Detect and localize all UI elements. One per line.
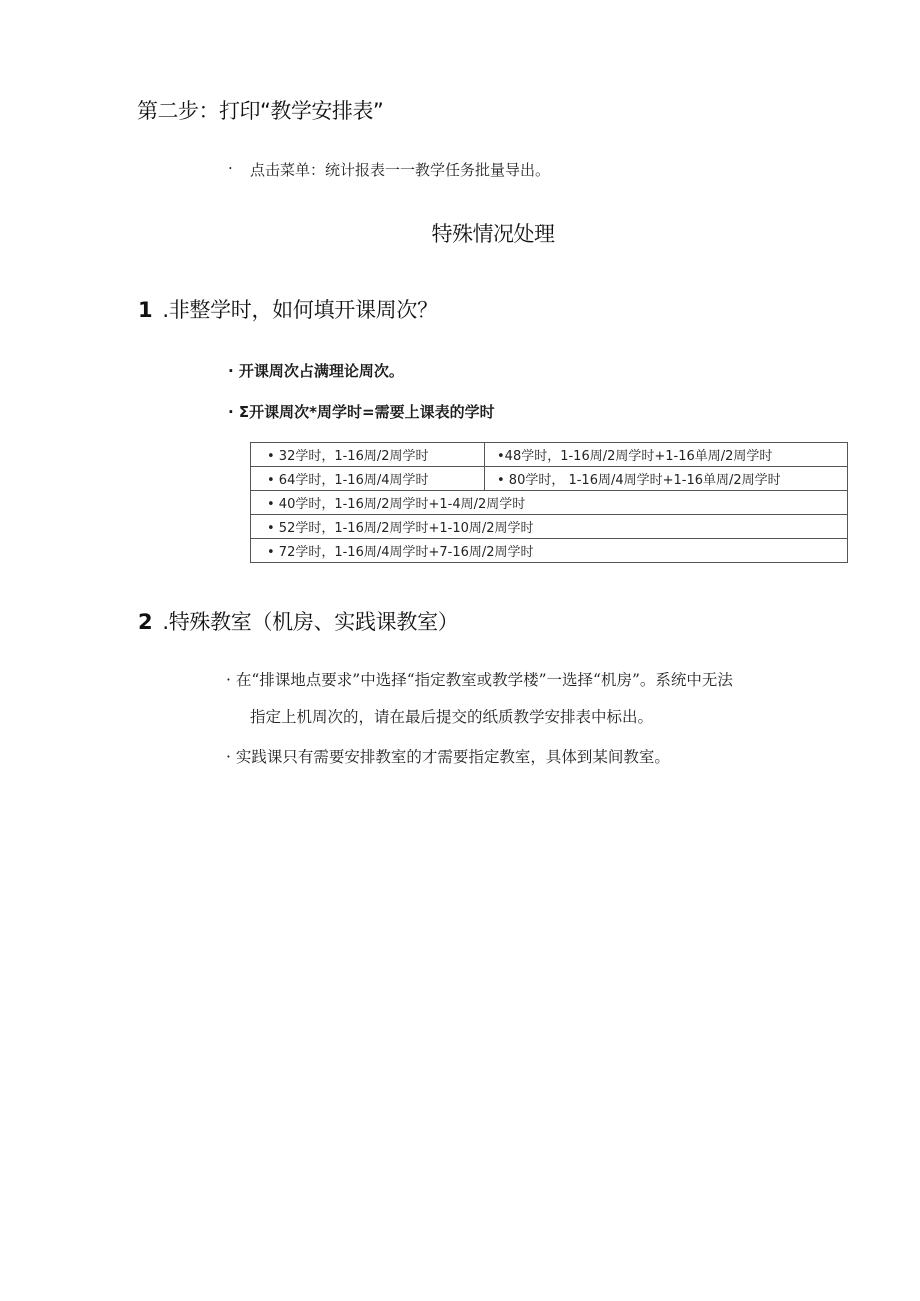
- table-row: [251, 491, 848, 515]
- question-heading-2: [138, 606, 459, 636]
- table-cell: • 72学时，1-16周/4周学时+7-16周/2周学时: [251, 539, 848, 563]
- hours-table: [250, 442, 848, 563]
- table-cell: • 64学时，1-16周/4周学时: [251, 467, 485, 491]
- table-cell: • 52学时，1-16周/2周学时+1-10周/2周学时: [251, 515, 848, 539]
- question-heading-1: [138, 294, 438, 324]
- table-cell: • 80学时， 1-16周/4周学时+1-16单周/2周学时: [485, 467, 848, 491]
- table-row: [251, 515, 848, 539]
- heading-number-2: 2: [138, 610, 153, 634]
- menu-bullet: ·: [228, 159, 233, 177]
- paragraph-1-line-1: · 在“排课地点要求”中选择“指定教室或教学楼”一选择“机房”。系统中无法: [226, 671, 733, 689]
- paragraph-1-line-2: 指定上机周次的，请在最后提交的纸质教学安排表中标出。: [250, 708, 654, 726]
- step-heading: 第二步：打印“教学安排表”: [137, 99, 384, 123]
- paragraph-2: · 实践课只有需要安排教室的才需要指定教室，具体到某间教室。: [226, 748, 670, 766]
- rule-item-2: · Σ开课周次*周学时=需要上课表的学时: [228, 403, 495, 421]
- table-row: [251, 539, 848, 563]
- heading-text-2: .特殊教室（机房、实践课教室）: [162, 610, 459, 634]
- heading-number-1: 1: [138, 298, 153, 322]
- table-row: [251, 443, 848, 467]
- rule-item-1: · 开课周次占满理论周次。: [228, 362, 404, 380]
- menu-instruction: 点击菜单：统计报表一一教学任务批量导出。: [250, 161, 551, 179]
- table-cell: • 32学时，1-16周/2周学时: [251, 443, 485, 467]
- table-cell: •48学时，1-16周/2周学时+1-16单周/2周学时: [485, 443, 848, 467]
- table-row: [251, 467, 848, 491]
- heading-text-1: .非整学时，如何填开课周次？: [162, 298, 438, 322]
- section-title: 特殊情况处理: [431, 222, 555, 246]
- table-cell: • 40学时，1-16周/2周学时+1-4周/2周学时: [251, 491, 848, 515]
